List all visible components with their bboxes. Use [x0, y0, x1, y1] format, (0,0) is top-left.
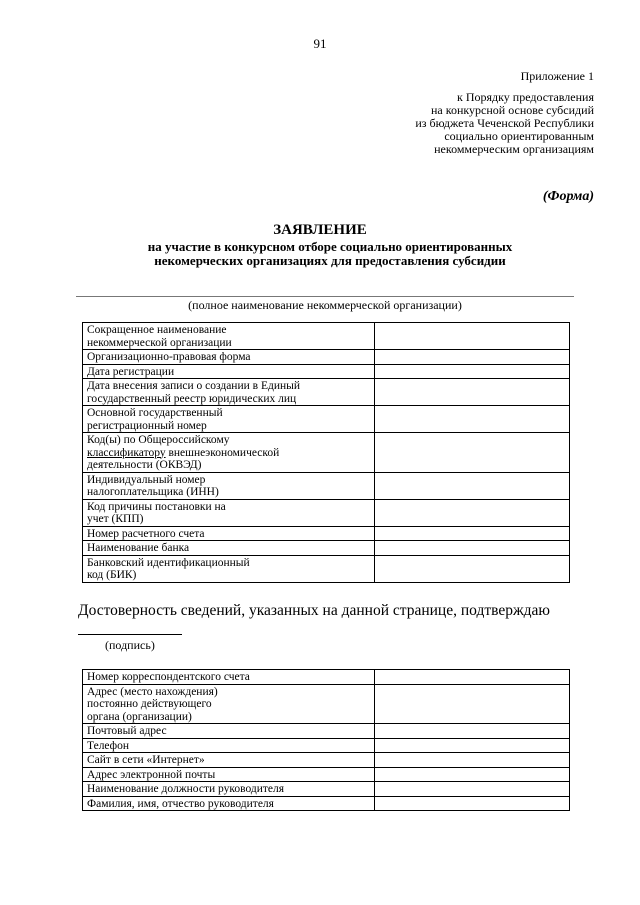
field-label: Дата регистрации: [83, 364, 375, 379]
contact-details-table: [82, 669, 570, 811]
field-label: Организационно-правовая форма: [83, 350, 375, 365]
field-label: Номер расчетного счета: [83, 526, 375, 541]
table-row: [83, 364, 570, 379]
appendix-line: социально ориентированным: [444, 129, 594, 143]
field-value-cell[interactable]: [375, 796, 570, 811]
field-value-cell[interactable]: [375, 684, 570, 724]
field-label: Номер корреспондентского счета: [83, 670, 375, 685]
field-value-cell[interactable]: [375, 738, 570, 753]
field-label: Индивидуальный номер налогоплательщика (ИНН): [83, 472, 375, 499]
field-value-cell[interactable]: [375, 323, 570, 350]
table-row: [83, 753, 570, 768]
organization-details-table-body: [83, 323, 570, 583]
signature-field-line[interactable]: [78, 634, 182, 635]
org-name-field-line[interactable]: [76, 296, 574, 297]
field-label: Код причины постановки на учет (КПП): [83, 499, 375, 526]
appendix-line: к Порядку предоставления: [456, 90, 594, 104]
table-row: [83, 767, 570, 782]
confirmation-text: Достоверность сведений, указанных на данной странице, подтверждаю: [78, 602, 551, 619]
field-label: Сайт в сети «Интернет»: [83, 753, 375, 768]
form-note: (Форма): [542, 189, 594, 204]
table-row: [83, 472, 570, 499]
field-label: Фамилия, имя, отчество руководителя: [83, 796, 375, 811]
field-value-cell[interactable]: [375, 526, 570, 541]
appendix-header: [415, 70, 594, 156]
field-value-cell[interactable]: [375, 541, 570, 556]
field-label: Адрес электронной почты: [83, 767, 375, 782]
field-label: Наименование банка: [83, 541, 375, 556]
organization-details-table: [82, 322, 570, 583]
field-label: Код(ы) по Общероссийскому классификатору внешнеэкономической деятельности (ОКВЭД): [83, 433, 375, 473]
table-row: [83, 323, 570, 350]
field-value-cell[interactable]: [375, 670, 570, 685]
field-label: Телефон: [83, 738, 375, 753]
table-row: [83, 724, 570, 739]
field-value-cell[interactable]: [375, 499, 570, 526]
table-row: [83, 670, 570, 685]
appendix-line: некоммерческим организациям: [434, 142, 594, 156]
field-value-cell[interactable]: [375, 406, 570, 433]
field-label: Сокращенное наименование некоммерческой организации: [83, 323, 375, 350]
org-name-caption: (полное наименование некоммерческой организации): [188, 298, 462, 312]
field-label: Почтовый адрес: [83, 724, 375, 739]
table-row: [83, 406, 570, 433]
field-label: Банковский идентификационный код (БИК): [83, 555, 375, 582]
field-value-cell[interactable]: [375, 724, 570, 739]
table-row: [83, 350, 570, 365]
table-row: [83, 738, 570, 753]
table-row: [83, 555, 570, 582]
subtitle-line: некомерческих организациях для предоставления субсидии: [154, 253, 506, 268]
document-subtitle: [60, 240, 600, 268]
field-label: Наименование должности руководителя: [83, 782, 375, 797]
field-value-cell[interactable]: [375, 555, 570, 582]
field-value-cell[interactable]: [375, 753, 570, 768]
table-row: [83, 379, 570, 406]
subtitle-line: на участие в конкурсном отборе социально ориентированных: [147, 239, 513, 254]
signature-caption: (подпись): [105, 638, 155, 652]
appendix-title: Приложение 1: [520, 69, 594, 83]
field-value-cell[interactable]: [375, 364, 570, 379]
field-value-cell[interactable]: [375, 433, 570, 473]
field-value-cell[interactable]: [375, 350, 570, 365]
table-row: [83, 684, 570, 724]
field-value-cell[interactable]: [375, 379, 570, 406]
field-value-cell[interactable]: [375, 782, 570, 797]
field-value-cell[interactable]: [375, 767, 570, 782]
table-row: [83, 796, 570, 811]
table-row: [83, 433, 570, 473]
table-row: [83, 499, 570, 526]
table-row: [83, 782, 570, 797]
field-label: Основной государственный регистрационный номер: [83, 406, 375, 433]
appendix-line: на конкурсной основе субсидий: [430, 103, 594, 117]
table-row: [83, 541, 570, 556]
page-number: 91: [313, 36, 327, 51]
table-row: [83, 526, 570, 541]
document-title: ЗАЯВЛЕНИЕ: [273, 222, 367, 238]
field-value-cell[interactable]: [375, 472, 570, 499]
field-label: Адрес (место нахождения) постоянно действующего органа (организации): [83, 684, 375, 724]
field-label: Дата внесения записи о создании в Единый государственный реестр юридических лиц: [83, 379, 375, 406]
contact-details-table-body: [83, 670, 570, 811]
appendix-line: из бюджета Чеченской Республики: [415, 116, 594, 130]
